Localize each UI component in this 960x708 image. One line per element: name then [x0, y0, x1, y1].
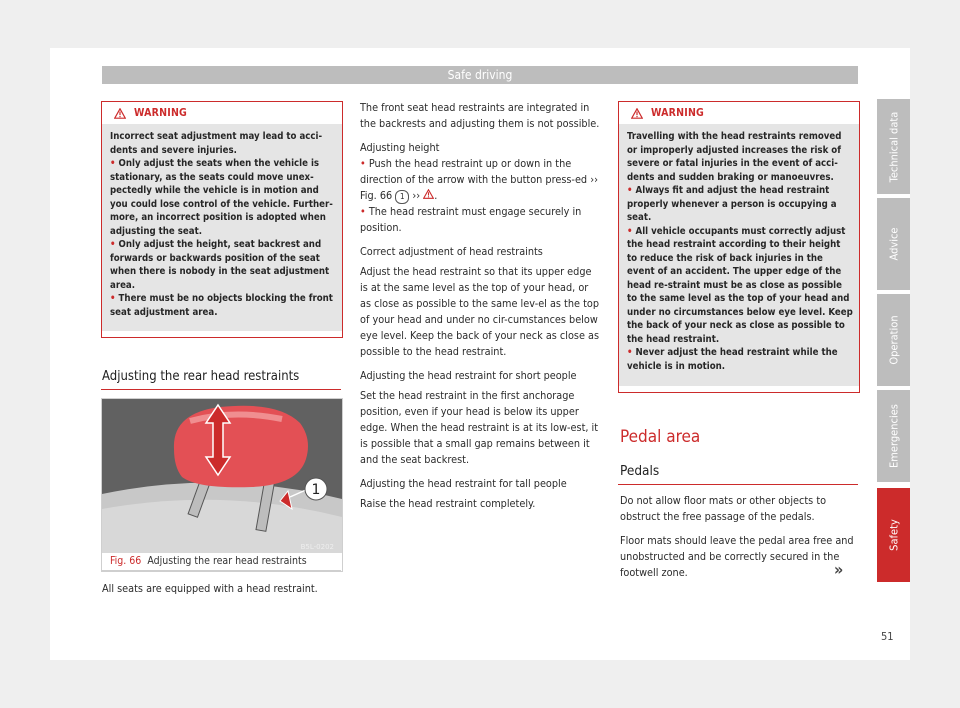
paragraph: Do not allow floor mats or other objects to obstruct the free passage of the pedals. [620, 494, 827, 523]
tab-operation[interactable]: Operation [877, 294, 910, 386]
figure-caption: Fig. 66 Adjusting the rear head restraints [110, 555, 307, 567]
middle-column [360, 100, 602, 512]
warning-triangle-icon [423, 189, 434, 199]
pedal-text [620, 493, 860, 581]
figure-callout-number: 1 [311, 482, 321, 498]
head-restraint-illustration [102, 399, 342, 553]
bullet: • Push the head restraint up or down in the direction of the arrow with the button press-ed ›› Fig. 66 1 ›› . [360, 157, 598, 202]
page-header: Safe driving [102, 66, 858, 84]
warning-bullet: • All vehicle occupants must correctly adjust the head restraint according to their height to reduce the risk of back injuries in the event of an accident. The upper edge of the head re-straint must be as close as possible to the same level as the top of your head and under no circumstances below eye level. Keep the back of your neck as close as possible to the head restraint. [627, 225, 853, 345]
callout-1-icon: 1 [395, 190, 409, 204]
paragraph: Floor mats should leave the pedal area free and unobstructed and be correctly secured in the footwell zone. [620, 534, 854, 579]
caption-rule [101, 570, 341, 571]
warning-label: WARNING [651, 107, 705, 119]
tab-advice[interactable]: Advice [877, 198, 910, 290]
warning-triangle-icon [114, 108, 126, 119]
continue-mark: » [834, 560, 844, 579]
section-title-rear-head-restraints: Adjusting the rear head restraints [102, 369, 300, 384]
warning-bullet: • Only adjust the seats when the vehicle is stationary, as the seats could move unex-pectedly while the vehicle is in motion and you could lose control of the vehicle. Further-more, an incorrect position is adopted when adjusting the seat. [110, 158, 333, 237]
tab-technical-data[interactable]: Technical data [877, 99, 910, 194]
warning-header [619, 102, 859, 124]
warning-intro: Travelling with the head restraints removed or improperly adjusted increases the risk of severe or fatal injuries in the event of acci-dents and sudden braking or manoeuvres. [627, 131, 842, 183]
warning-bullet: • Only adjust the height, seat backrest and forwards or backwards position of the seat when there is nobody in the seat adjustment area. [110, 239, 330, 291]
warning-bullet: • There must be no objects blocking the front seat adjustment area. [110, 293, 333, 318]
warning-header [102, 102, 342, 124]
warning-box-seat [101, 101, 343, 338]
section-rule [618, 484, 858, 485]
subheading-correct: Correct adjustment of head restraints [360, 245, 543, 258]
subheading-height: Adjusting height [360, 141, 440, 154]
warning-bullet: • Always fit and adjust the head restraint properly whenever a person is occupying a seat. [627, 185, 837, 223]
paragraph: Raise the head restraint completely. [360, 497, 536, 510]
paragraph: The front seat head restraints are integrated in the backrests and adjusting them is not possible. [360, 101, 600, 130]
section-rule [101, 389, 341, 390]
warning-body [619, 124, 859, 386]
subheading-short: Adjusting the head restraint for short people [360, 369, 577, 382]
warning-body [102, 124, 342, 331]
page-number: 51 [881, 630, 894, 643]
figure-label: Fig. 66 [110, 555, 142, 567]
figure-code: B5L-0202 [300, 543, 334, 551]
tab-safety[interactable]: Safety [877, 488, 910, 582]
paragraph: Set the head restraint in the first anchorage position, even if your head is below its upper edge. When the head restraint is at its low-est, it is possible that a small gap remains between it and the seat backrest. [360, 389, 599, 466]
bullet: • The head restraint must engage securely in position. [360, 205, 582, 234]
subsection-title-pedals: Pedals [620, 463, 660, 479]
section-title-pedal-area: Pedal area [620, 427, 701, 447]
tab-emergencies[interactable]: Emergencies [877, 390, 910, 482]
figure-head-restraint [101, 398, 343, 572]
warning-label: WARNING [134, 107, 188, 119]
paragraph: Adjust the head restraint so that its upper edge is at the same level as the top of your head, or as close as possible to the same lev-el as the top of your head and under no cir-cumstances below eye level. Keep the back of your neck as close as possible to the head restraint. [360, 265, 600, 358]
warning-intro: Incorrect seat adjustment may lead to acci-dents and severe injuries. [110, 131, 323, 156]
subheading-tall: Adjusting the head restraint for tall people [360, 477, 567, 490]
left-paragraph: All seats are equipped with a head restraint. [102, 582, 318, 595]
warning-triangle-icon [631, 108, 643, 119]
warning-bullet: • Never adjust the head restraint while the vehicle is in motion. [627, 347, 838, 372]
warning-box-head-restraints [618, 101, 860, 393]
